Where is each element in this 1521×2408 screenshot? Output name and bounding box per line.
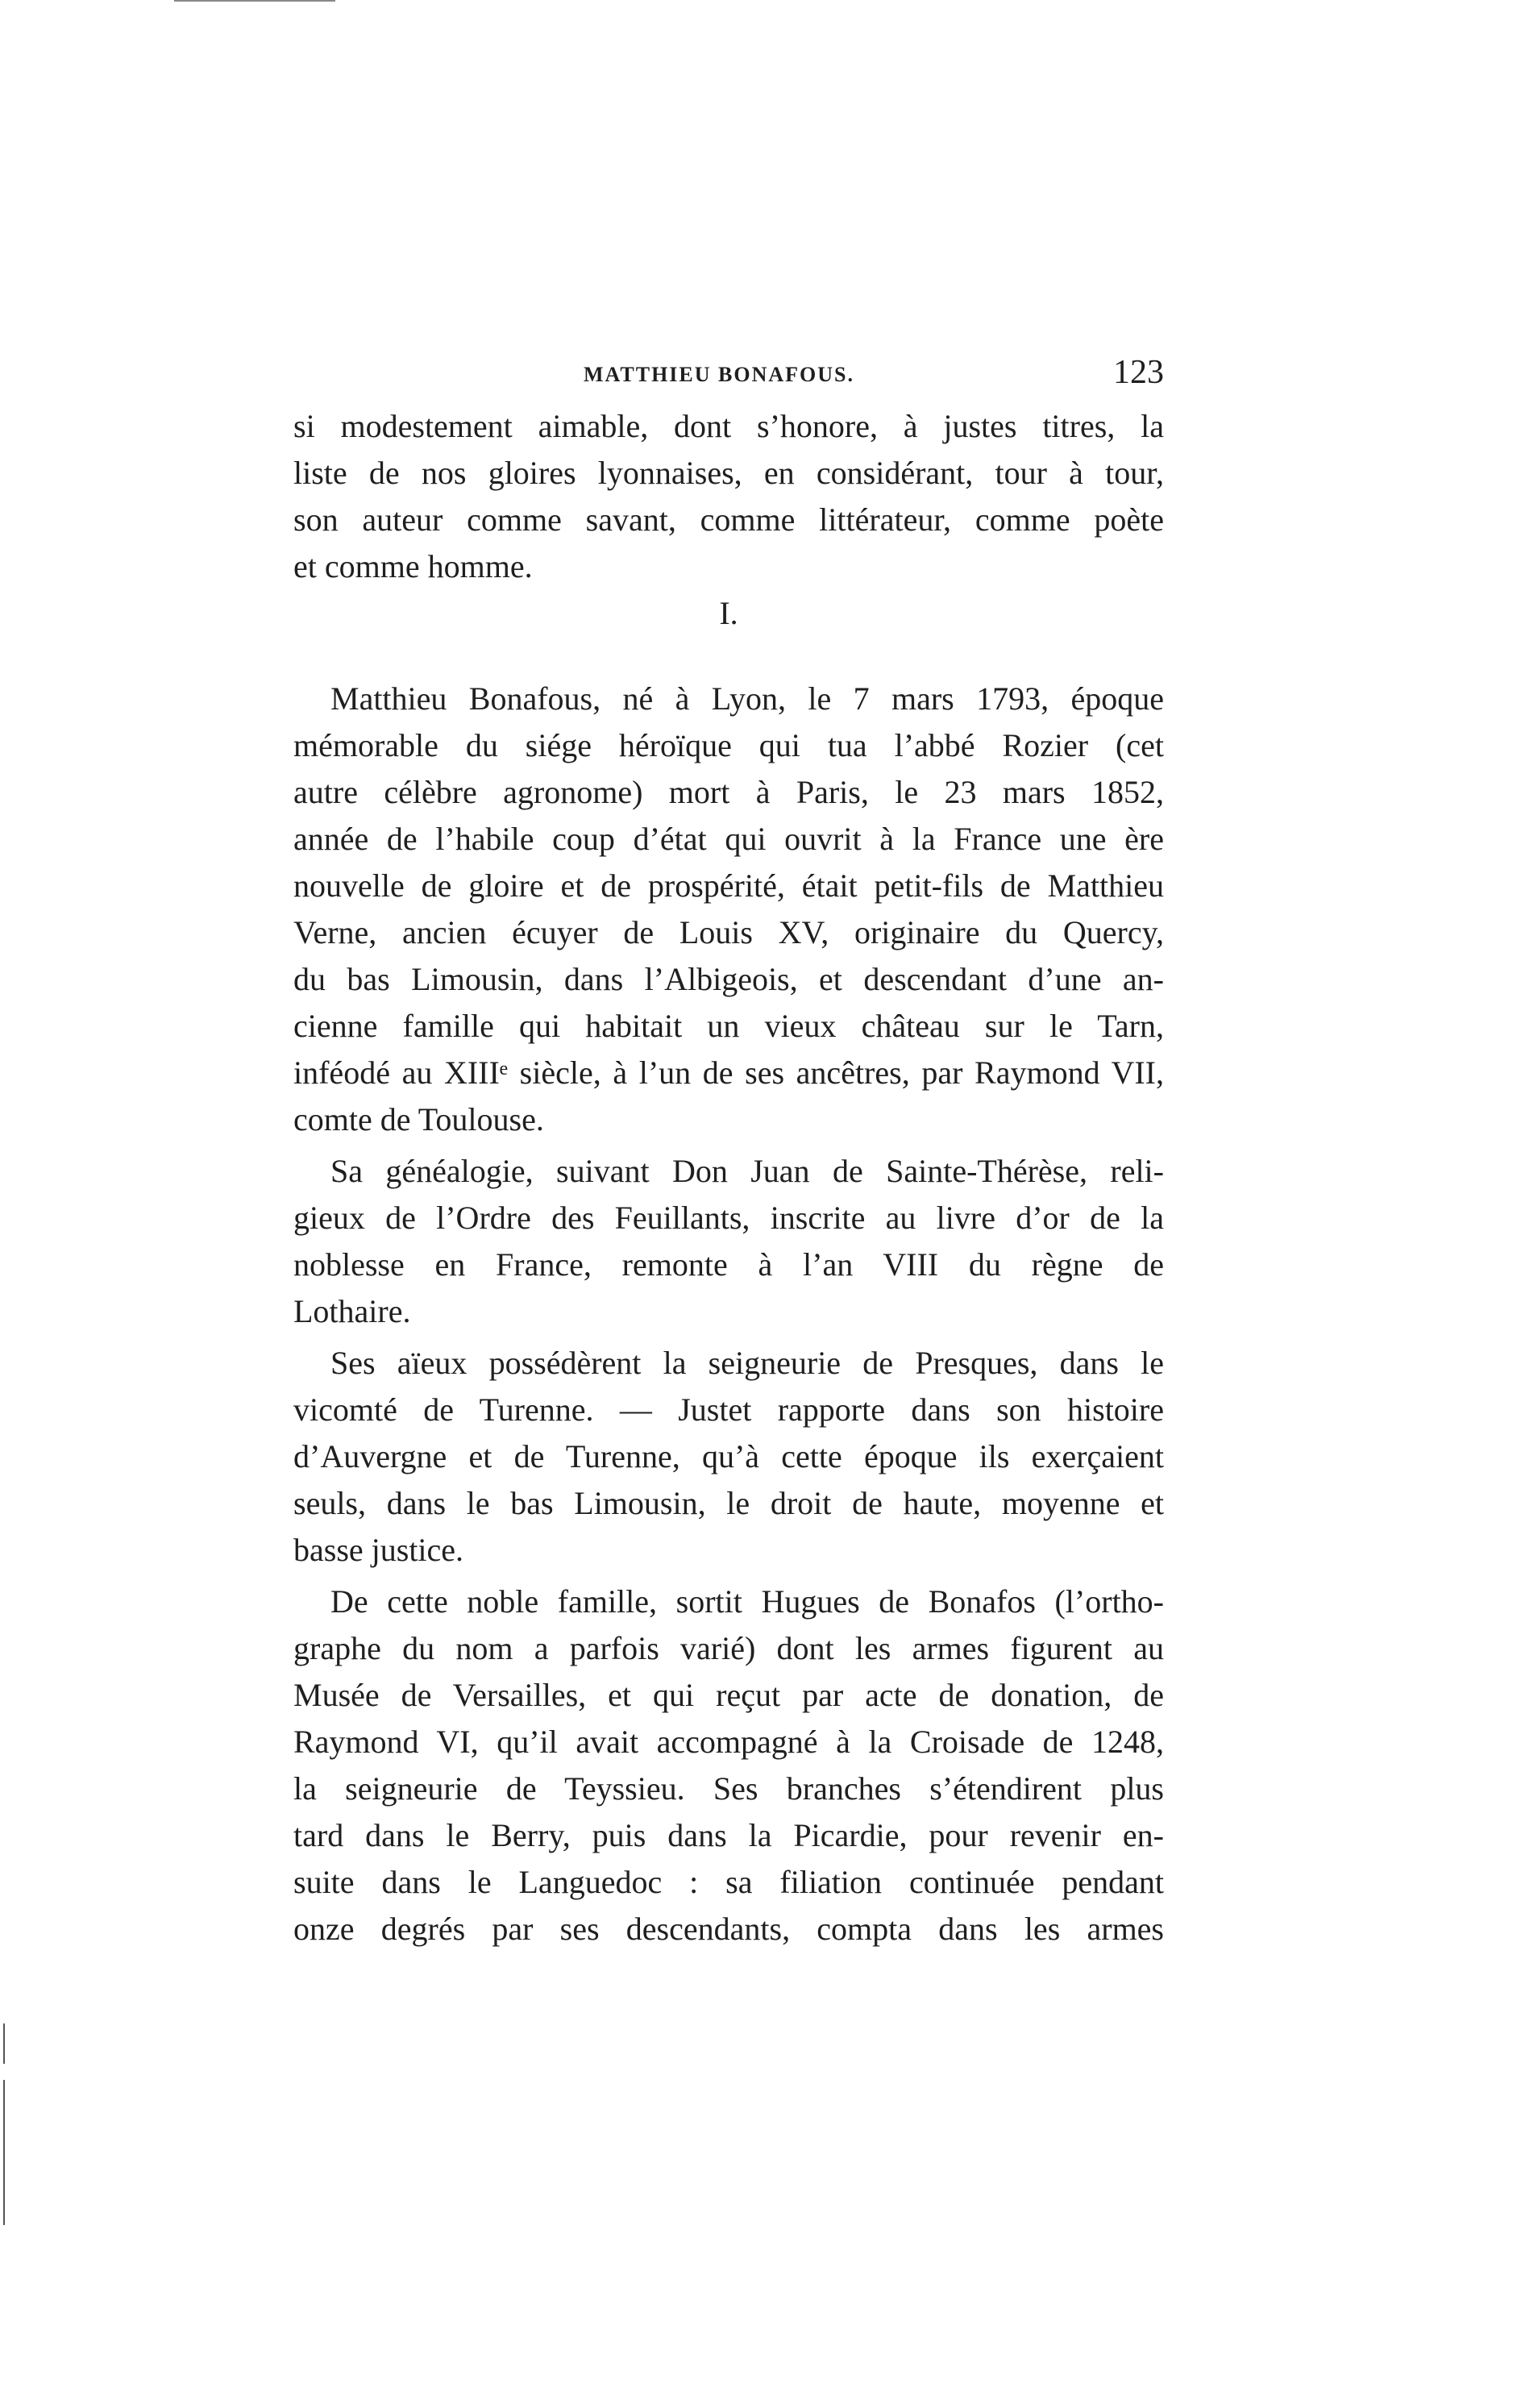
text-line: graphe du nom a parfois varié) dont les armes figurent au	[293, 1630, 1164, 1666]
text-line: gieux de l’Ordre des Feuillants, inscrite au livre d’or de la	[293, 1200, 1164, 1236]
text-line: mémorable du siége héroïque qui tua l’abbé Rozier (cet	[293, 727, 1164, 763]
text-line: son auteur comme savant, comme littérateur, comme poète	[293, 501, 1164, 538]
section-heading: I.	[719, 595, 738, 631]
top-scan-rule	[174, 0, 335, 2]
text-line: la seigneurie de Teyssieu. Ses branches s’étendirent plus	[293, 1770, 1164, 1807]
book-page	[293, 347, 1164, 1953]
text-line: Lothaire.	[293, 1293, 411, 1329]
text-line: nouvelle de gloire et de prospérité, était petit-fils de Matthieu	[293, 867, 1164, 904]
text-line: année de l’habile coup d’état qui ouvrit à la France une ère	[293, 821, 1164, 857]
text-line: si modestement aimable, dont s’honore, à justes titres, la	[293, 408, 1164, 444]
text-line: et comme homme.	[293, 548, 533, 584]
text-line: Musée de Versailles, et qui reçut par acte de donation, de	[293, 1677, 1164, 1713]
text-line: suite dans le Languedoc : sa filiation continuée pendant	[293, 1864, 1164, 1900]
text-line: Sa généalogie, suivant Don Juan de Sainte-Thérèse, reli-	[330, 1153, 1164, 1189]
text-line: comte de Toulouse.	[293, 1101, 544, 1137]
text-line: inféodé au XIIIᵉ siècle, à l’un de ses ancêtres, par Raymond VII,	[293, 1054, 1164, 1091]
text-line: onze degrés par ses descendants, compta dans les armes	[293, 1911, 1164, 1947]
paragraph	[293, 676, 1164, 1143]
text-line: d’Auvergne et de Turenne, qu’à cette époque ils exerçaient	[293, 1438, 1164, 1474]
text-line: De cette noble famille, sortit Hugues de Bonafos (l’ortho-	[330, 1583, 1164, 1620]
text-line: autre célèbre agronome) mort à Paris, le 23 mars 1852,	[293, 774, 1164, 810]
text-line: Matthieu Bonafous, né à Lyon, le 7 mars 1793, époque	[330, 680, 1164, 717]
intro-paragraph	[293, 403, 1164, 590]
text-line: seuls, dans le bas Limousin, le droit de haute, moyenne et	[293, 1485, 1164, 1521]
text-line: Verne, ancien écuyer de Louis XV, originaire du Quercy,	[293, 914, 1164, 950]
text-line: vicomté de Turenne. — Justet rapporte dans son histoire	[293, 1391, 1164, 1428]
text-line: noblesse en France, remonte à l’an VIII du règne de	[293, 1246, 1164, 1283]
text-line: cienne famille qui habitait un vieux château sur le Tarn,	[293, 1008, 1164, 1044]
paragraph	[293, 1148, 1164, 1335]
paragraph	[293, 1340, 1164, 1574]
paragraph	[293, 1578, 1164, 1953]
left-scan-mark	[3, 2023, 5, 2064]
text-line: liste de nos gloires lyonnaises, en considérant, tour à tour,	[293, 455, 1164, 491]
page-number: 123	[1113, 354, 1164, 391]
text-line: basse justice.	[293, 1532, 464, 1568]
left-scan-mark	[3, 2080, 5, 2225]
text-line: Raymond VI, qu’il avait accompagné à la Croisade de 1248,	[293, 1724, 1164, 1760]
running-title: MATTHIEU BONAFOUS.	[584, 363, 854, 386]
text-line: tard dans le Berry, puis dans la Picardie, pour revenir en-	[293, 1817, 1164, 1853]
text-line: du bas Limousin, dans l’Albigeois, et descendant d’une an-	[293, 961, 1164, 997]
text-line: Ses aïeux possédèrent la seigneurie de Presques, dans le	[330, 1345, 1164, 1381]
running-head	[293, 347, 1164, 403]
